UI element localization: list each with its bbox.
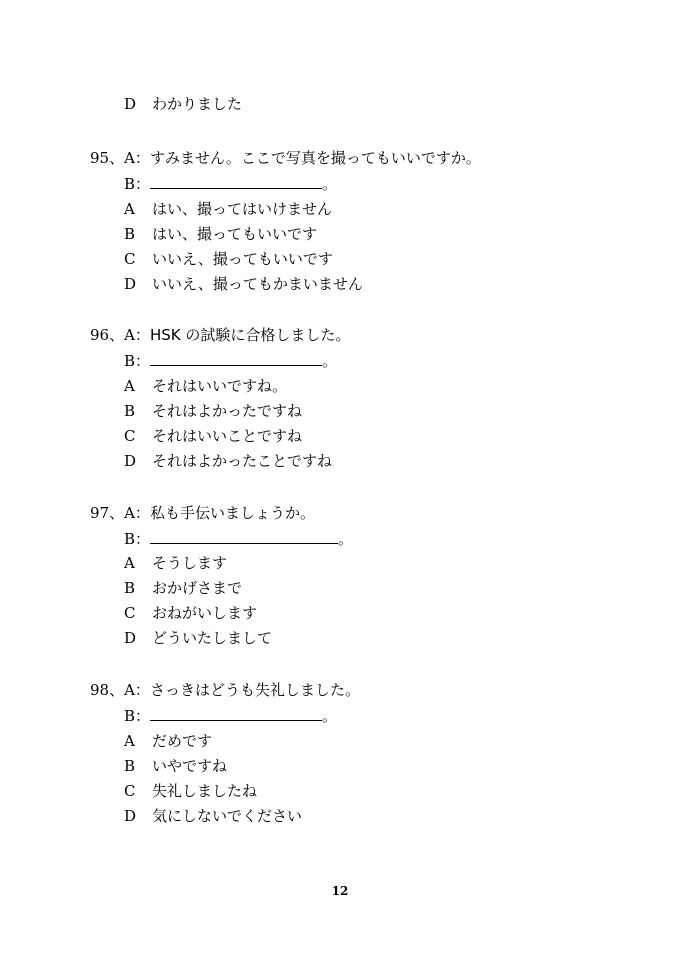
question-text: すみません。ここで写真を撮ってもいいですか。 [149,149,481,167]
option-d [124,806,302,826]
option-text: だめです [152,732,213,750]
option-text: おねがいします [152,604,258,622]
option-text: いいえ、撮ってもかまいません [152,275,363,293]
question-97 [90,503,315,523]
option-letter: C [124,427,136,445]
option-letter: C [124,250,136,268]
option-text: 気にしないでください [152,807,303,825]
option-d [124,628,272,648]
speaker-b: B： [124,707,151,725]
question-number: 96、 [90,326,125,344]
option-letter: A [124,200,135,218]
blank-end: 。 [322,707,338,725]
speaker-a: A： [124,681,150,699]
question-text: HSK の試験に合格しました。 [149,326,351,344]
option-c [124,249,333,269]
speaker-a: A： [124,326,150,344]
blank-end: 。 [322,352,338,370]
answer-blank[interactable] [150,174,322,189]
question-number: 95、 [90,149,125,167]
option-b [124,756,227,776]
option-text: いやですね [152,757,228,775]
option-b [124,578,242,598]
option-text: 失礼しましたね [152,782,258,800]
speaker-b: B： [124,530,151,548]
option-text: それはよかったことですね [152,452,333,470]
option-text: はい、撮ってはいけません [152,200,333,218]
option-a [124,376,287,396]
option-text: おかげさまで [152,579,243,597]
question-number: 97、 [90,504,125,522]
option-letter: D [124,275,137,293]
option-letter: D [124,629,137,647]
option-a [124,553,227,573]
option-letter: B [124,402,136,420]
option-d [124,451,332,471]
option-letter: B [124,225,136,243]
option-b [124,224,317,244]
speaker-a: A： [124,149,150,167]
answer-blank[interactable] [150,706,322,721]
option-letter: B [124,757,136,775]
option-text: はい、撮ってもいいです [152,225,318,243]
speaker-b: B： [124,352,151,370]
blank-end: 。 [322,175,338,193]
answer-blank[interactable] [150,529,338,544]
option-letter: A [124,732,135,750]
answer-blank[interactable] [150,351,322,366]
speaker-b: B： [124,175,151,193]
option-letter: A [124,554,135,572]
option-c [124,781,257,801]
option-d [124,274,363,294]
option-text: どういたしまして [152,629,273,647]
option-b [124,401,302,421]
question-95 [90,148,481,168]
option-text: それはいいですね。 [152,377,288,395]
option-letter: D [124,95,137,113]
option-text: それはよかったですね [152,402,303,420]
option-letter: A [124,377,135,395]
question-98 [90,680,360,700]
option-c [124,426,302,446]
answer-blank-line [124,529,353,549]
page-number: 12 [331,884,349,898]
option-c [124,603,257,623]
option-text: そうします [152,554,228,572]
question-number: 98、 [90,681,125,699]
option-letter: D [124,452,137,470]
option-a [124,199,332,219]
blank-end: 。 [338,530,354,548]
option-text: わかりました [152,95,243,113]
option-a [124,731,212,751]
option-letter: C [124,604,136,622]
option-letter: B [124,579,136,597]
answer-blank-line [124,174,337,194]
question-text: 私も手伝いましょうか。 [149,504,315,522]
question-96 [90,325,350,345]
option-letter: D [124,807,137,825]
option-d [124,94,242,114]
option-text: それはいいことですね [152,427,303,445]
speaker-a: A： [124,504,150,522]
answer-blank-line [124,706,337,726]
question-text: さっきはどうも失礼しました。 [149,681,360,699]
option-letter: C [124,782,136,800]
option-text: いいえ、撮ってもいいです [152,250,333,268]
answer-blank-line [124,351,337,371]
